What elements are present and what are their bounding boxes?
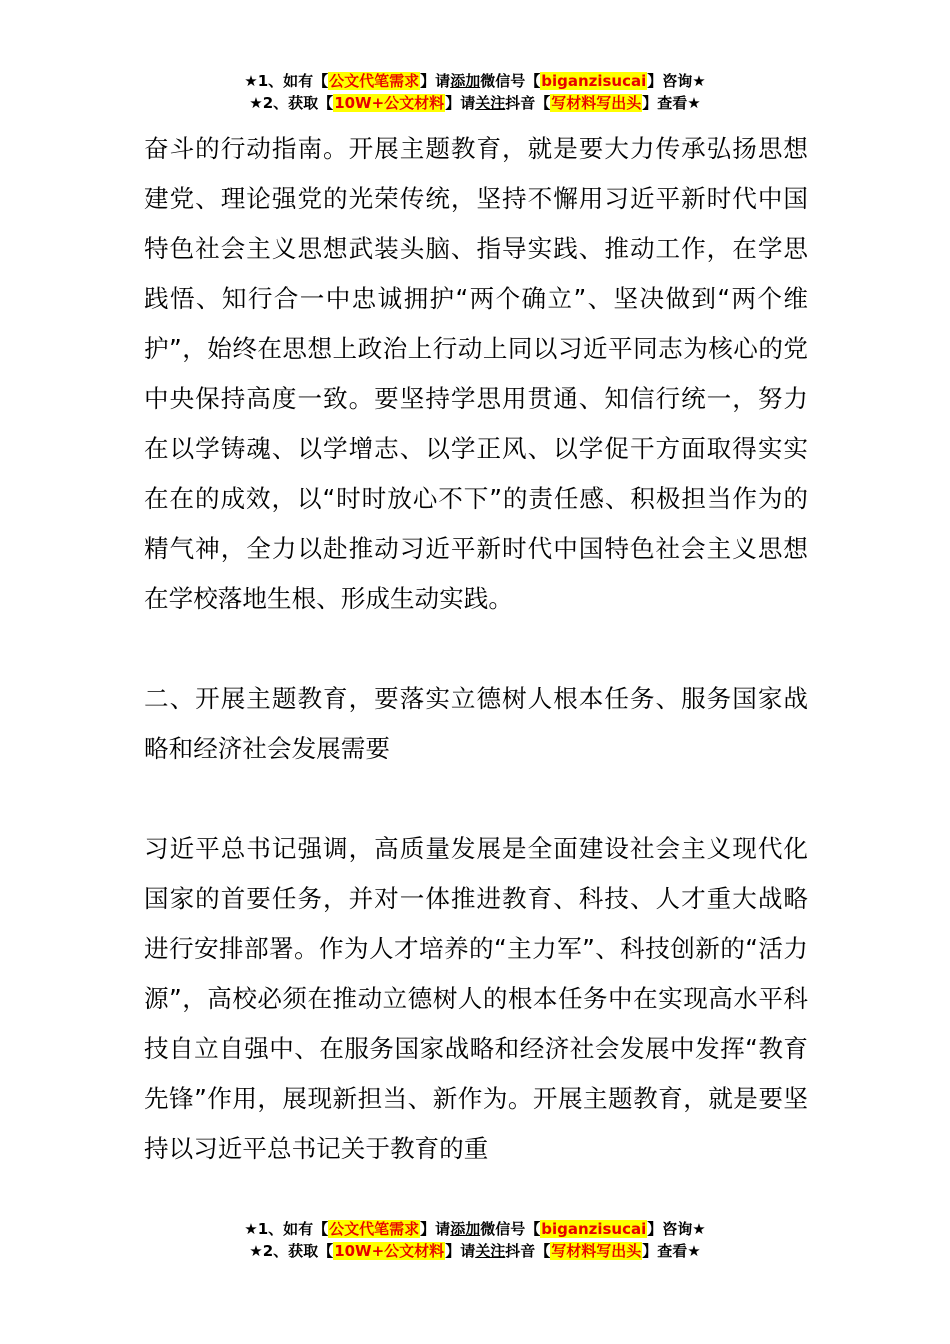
highlight-wechat-id: biganzisucai	[541, 72, 647, 90]
highlight-douyin-account: 写材料写出头	[551, 94, 642, 112]
footer-banner-line-1: ★1、如有【公文代笔需求】请添加微信号【biganzisucai】咨询★	[244, 1220, 706, 1238]
document-body	[144, 124, 808, 1174]
highlight-douyin-account: 写材料写出头	[551, 1242, 642, 1260]
header-banner	[0, 70, 950, 114]
paragraph-spacer	[144, 774, 808, 824]
highlight-materials: 10W+公文材料	[334, 1242, 445, 1260]
paragraph-spacer	[144, 624, 808, 674]
body-paragraph-2: 习近平总书记强调，高质量发展是全面建设社会主义现代化国家的首要任务，并对一体推进教育、科技、人才重大战略进行安排部署。作为人才培养的“主力军”、科技创新的“活力源”，高校必须在推动立德树人的根本任务中在实现高水平科技自立自强中、在服务国家战略和经济社会发展中发挥“教育先锋”作用，展现新担当、新作为。开展主题教育，就是要坚持以习近平总书记关于教育的重	[144, 834, 808, 1163]
footer-banner	[0, 1218, 950, 1262]
highlight-service: 公文代笔需求	[329, 72, 420, 90]
highlight-materials: 10W+公文材料	[334, 94, 445, 112]
highlight-wechat-id: biganzisucai	[541, 1220, 647, 1238]
highlight-service: 公文代笔需求	[329, 1220, 420, 1238]
footer-banner-line-2: ★2、获取【10W+公文材料】请关注抖音【写材料写出头】查看★	[249, 1242, 701, 1260]
body-paragraph-1: 奋斗的行动指南。开展主题教育，就是要大力传承弘扬思想建党、理论强党的光荣传统，坚持不懈用习近平新时代中国特色社会主义思想武装头脑、指导实践、推动工作，在学思践悟、知行合一中忠诚拥护“两个确立”、坚决做到“两个维护”，始终在思想上政治上行动上同以习近平同志为核心的党中央保持高度一致。要坚持学思用贯通、知信行统一，努力在以学铸魂、以学增志、以学正风、以学促干方面取得实实在在的成效，以“时时放心不下”的责任感、积极担当作为的精气神，全力以赴推动习近平新时代中国特色社会主义思想在学校落地生根、形成生动实践。	[144, 134, 808, 613]
section-heading-2: 二、开展主题教育，要落实立德树人根本任务、服务国家战略和经济社会发展需要	[144, 684, 808, 763]
header-banner-line-1: ★1、如有【公文代笔需求】请添加微信号【biganzisucai】咨询★	[244, 72, 706, 90]
header-banner-line-2: ★2、获取【10W+公文材料】请关注抖音【写材料写出头】查看★	[249, 94, 701, 112]
